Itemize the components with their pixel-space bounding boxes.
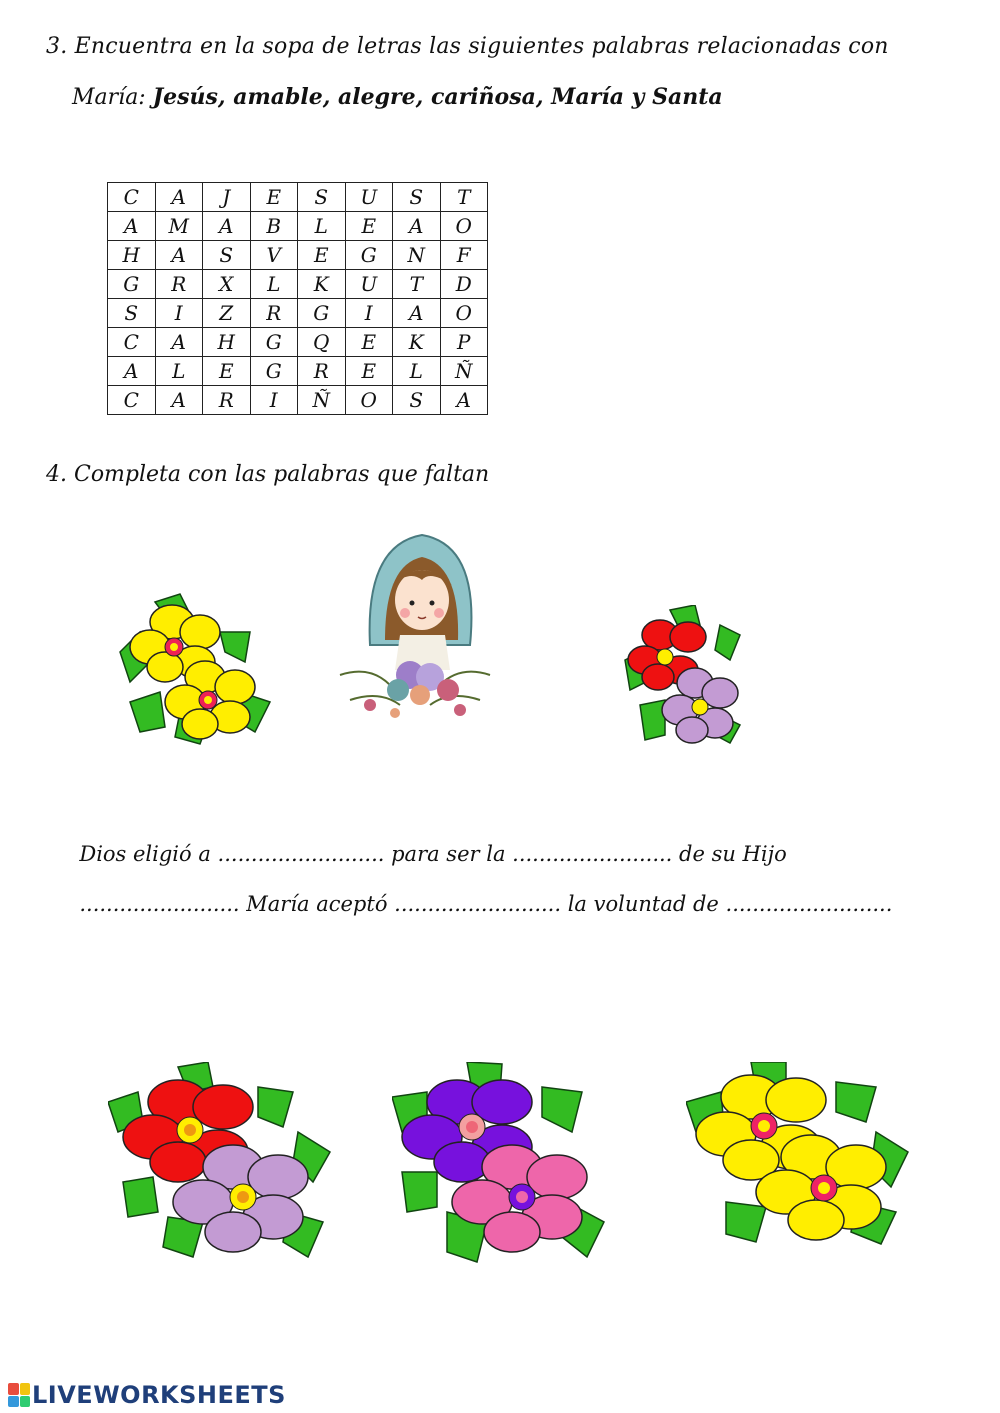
sentence-2-text-a: María aceptó [239,892,395,916]
grid-cell[interactable]: J [203,183,251,212]
grid-cell[interactable]: R [250,299,298,328]
grid-cell[interactable]: E [345,212,393,241]
grid-cell[interactable]: Ñ [298,386,346,415]
blank-1[interactable]: ......................... [217,842,385,866]
grid-cell[interactable]: C [108,328,156,357]
grid-row [108,357,488,386]
grid-cell[interactable]: F [440,241,488,270]
grid-cell[interactable]: R [203,386,251,415]
blank-3[interactable]: ........................ [79,892,240,916]
grid-cell[interactable]: S [298,183,346,212]
liveworksheets-logo[interactable] [8,1380,286,1410]
grid-cell[interactable]: S [203,241,251,270]
grid-cell[interactable]: A [155,328,203,357]
grid-cell[interactable]: G [345,241,393,270]
grid-cell[interactable]: A [155,241,203,270]
grid-cell[interactable]: G [250,357,298,386]
word-search-grid [107,182,488,415]
grid-cell[interactable]: X [203,270,251,299]
grid-cell[interactable]: M [155,212,203,241]
sentence-1 [66,818,787,866]
grid-cell[interactable]: S [393,183,441,212]
grid-cell[interactable]: K [393,328,441,357]
grid-cell[interactable]: L [250,270,298,299]
grid-row [108,386,488,415]
question-4-title: 4. Completa con las palabras que faltan [46,462,490,487]
grid-cell[interactable]: K [298,270,346,299]
sentence-1-text-b: para ser la [384,842,513,866]
grid-cell[interactable]: H [203,328,251,357]
grid-cell[interactable]: L [393,357,441,386]
grid-cell[interactable]: A [203,212,251,241]
grid-cell[interactable]: I [155,299,203,328]
grid-cell[interactable]: G [250,328,298,357]
grid-cell[interactable]: G [298,299,346,328]
grid-cell[interactable]: U [345,183,393,212]
virgin-mary-illustration [330,525,500,725]
question-3-line1: 3. Encuentra en la sopa de letras las siguientes palabras relacionadas con [46,34,889,59]
flower-cluster-yellow-large [686,1062,911,1247]
question-3-line2 [72,84,723,110]
grid-cell[interactable]: P [440,328,488,357]
grid-cell[interactable]: I [250,386,298,415]
question-3-words: Jesús, amable, alegre, cariñosa, María y Santa [152,84,723,110]
grid-cell[interactable]: C [108,386,156,415]
grid-cell[interactable]: E [298,241,346,270]
grid-cell[interactable]: E [250,183,298,212]
sentence-2 [66,868,892,916]
grid-cell[interactable]: L [298,212,346,241]
grid-cell[interactable]: U [345,270,393,299]
grid-cell[interactable]: A [393,299,441,328]
grid-cell[interactable]: E [203,357,251,386]
grid-cell[interactable]: A [393,212,441,241]
logo-mark-icon [8,1383,30,1407]
logo-text: LIVEWORKSHEETS [32,1381,286,1409]
grid-row [108,241,488,270]
grid-cell[interactable]: L [155,357,203,386]
flower-cluster-red-lilac-large [108,1062,333,1267]
question-3-prefix: María: [72,85,153,110]
grid-cell[interactable]: S [393,386,441,415]
grid-cell[interactable]: A [108,212,156,241]
grid-cell[interactable]: E [345,328,393,357]
grid-cell[interactable]: O [345,386,393,415]
grid-cell[interactable]: B [250,212,298,241]
grid-cell[interactable]: A [155,183,203,212]
blank-2[interactable]: ........................ [512,842,673,866]
grid-row [108,183,488,212]
grid-cell[interactable]: D [440,270,488,299]
grid-cell[interactable]: O [440,299,488,328]
grid-cell[interactable]: A [108,357,156,386]
grid-cell[interactable]: I [345,299,393,328]
sentence-2-text-b: la voluntad de [561,892,726,916]
grid-cell[interactable]: Q [298,328,346,357]
grid-cell[interactable]: Z [203,299,251,328]
grid-cell[interactable]: G [108,270,156,299]
grid-cell[interactable]: Ñ [440,357,488,386]
flower-cluster-purple-pink-large [392,1062,607,1267]
grid-row [108,270,488,299]
grid-cell[interactable]: T [440,183,488,212]
grid-row [108,299,488,328]
grid-cell[interactable]: E [345,357,393,386]
grid-cell[interactable]: A [440,386,488,415]
blank-5[interactable]: ......................... [725,892,893,916]
grid-row [108,328,488,357]
grid-cell[interactable]: O [440,212,488,241]
flower-cluster-yellow-small [110,592,275,747]
grid-cell[interactable]: A [155,386,203,415]
blank-4[interactable]: ......................... [394,892,562,916]
sentence-1-text-a: Dios eligió a [79,842,218,866]
grid-cell[interactable]: S [108,299,156,328]
grid-cell[interactable]: N [393,241,441,270]
grid-cell[interactable]: H [108,241,156,270]
grid-cell[interactable]: R [298,357,346,386]
grid-cell[interactable]: C [108,183,156,212]
grid-cell[interactable]: T [393,270,441,299]
sentence-1-text-c: de su Hijo [672,842,787,866]
flower-cluster-red-lilac-small [620,605,745,745]
grid-cell[interactable]: V [250,241,298,270]
grid-cell[interactable]: R [155,270,203,299]
grid-row [108,212,488,241]
